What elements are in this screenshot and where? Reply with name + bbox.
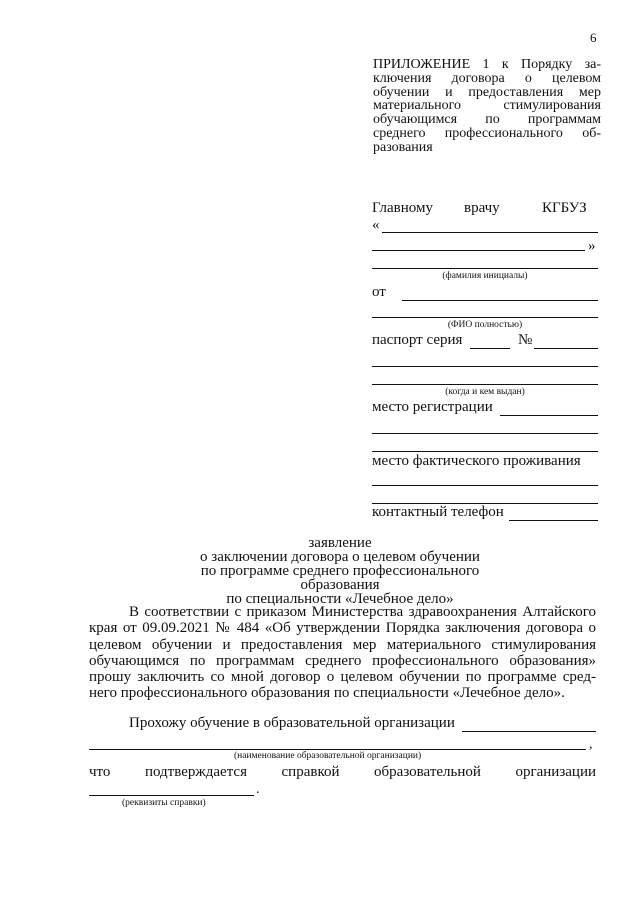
period: . [256,782,260,797]
title-line: по специальности «Лечебное дело» [226,591,454,607]
title-line: заявление [308,535,372,551]
phone-label: контактный телефон [372,504,504,520]
registration-field[interactable] [500,415,598,416]
body-line: края от 09.09.2021 № 484 «Об утверждении Порядка заключения договора о [89,620,596,637]
caption-org: (наименование образовательной организации) [234,751,422,761]
residence-line-1[interactable] [372,485,598,486]
certificate-field[interactable] [89,795,254,796]
passport-number-field[interactable] [534,348,598,349]
appendix-line: ключения договора о целевом [373,70,601,86]
passport-issued-line-2[interactable] [372,384,598,385]
fio-line-1[interactable] [402,300,598,301]
passport-series-field[interactable] [470,348,510,349]
passport-issued-line-1[interactable] [372,366,598,367]
title-line: о заключении договора о целевом обучении [200,549,480,565]
appendix-header [373,58,601,155]
body-line: прошу заключить со мной договор о целевом обучении по программе сред- [89,669,596,686]
title-line: по программе среднего профессионального образования [200,563,480,593]
body-line: него профессионального образования по специальности «Лечебное дело». [89,685,565,702]
page-number: 6 [590,30,597,45]
body-line: обучающимся по программам среднего профессионального образования» [89,652,596,669]
addressee-org: КГБУЗ [542,200,587,216]
statement-title [160,536,520,606]
passport-number-sign: № [518,332,533,348]
body-line: целевом обучении и предоставления мер материального стимулирования [89,636,596,653]
residence-label: место фактического проживания [372,453,581,469]
caption-issued: (когда и кем выдан) [445,387,525,397]
body-line: В соответствии с приказом Министерства здравоохранения Алтайского [129,604,596,620]
appendix-line: обучении и предоставления мер [373,84,601,100]
statement-body [89,604,596,702]
caption-name: (фамилия инициалы) [442,271,528,281]
confirm-line: что подтверждается справкой образовательной организации [89,764,596,780]
comma: , [589,737,593,752]
appendix-line: обучающимся по программам [373,112,601,128]
org-name-line-2[interactable] [372,250,585,251]
org-name-line-1[interactable] [382,232,598,233]
org-field-2[interactable] [89,749,586,750]
registration-label: место регистрации [372,399,493,415]
registration-line-2[interactable] [372,433,598,434]
phone-field[interactable] [509,520,598,521]
registration-line-3[interactable] [372,451,598,452]
from-label: от [372,284,386,300]
appendix-line: материального стимулирования [373,98,601,114]
appendix-line: среднего профессионального об- [373,125,601,141]
addressee-doctor: врачу [464,200,500,216]
appendix-line: ПРИЛОЖЕНИЕ 1 к Порядку за- [373,57,601,72]
fio-line-2[interactable] [372,317,598,318]
studying-label: Прохожу обучение в образовательной организации [129,715,455,731]
org-field-1[interactable] [462,731,596,732]
appendix-line: разования [373,139,433,155]
caption-fio: (ФИО полностью) [447,320,523,330]
addressee-chief: Главному [372,200,434,216]
name-line[interactable] [372,268,598,269]
caption-cert: (реквизиты справки) [122,798,206,808]
quote-close: » [588,238,596,254]
passport-series-label: паспорт серия [372,332,463,348]
quote-open: « [372,217,380,233]
